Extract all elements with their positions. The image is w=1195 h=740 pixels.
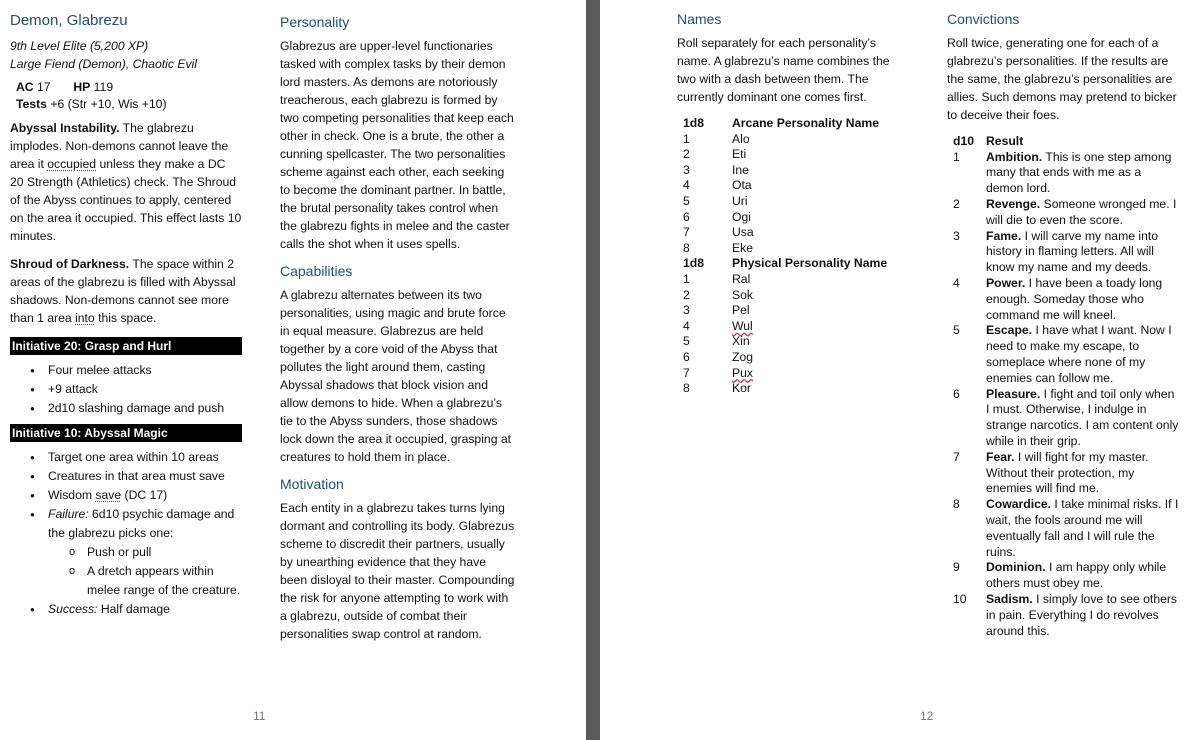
table-row [947, 276, 1179, 323]
names-table [677, 116, 887, 397]
arcane-die-header: 1d8 [683, 116, 705, 130]
abyssal-instability-text-a: The glabrezu implodes. Non-demons cannot leave the area it [10, 121, 229, 171]
table-row [947, 387, 1179, 450]
arcane-name [732, 132, 887, 148]
initiative-10-list [10, 448, 242, 619]
statblock-column [10, 0, 242, 623]
conviction-result [986, 276, 1179, 323]
personality-text: Glabrezus are upper-level functionaries tasked with complex tasks by their demon lord masters. As demons are notoriously treacherous, each glabrezu is formed by two competing personalities that keep each other in check. One is a brute, the other a cunning spellcaster. The two personalities scheme against each other, each seeking to become the dominant partner. In battle, the brutal personality takes control when the glabrezu fights in melee and the caster calls the shot when it uses spells. [280, 39, 514, 251]
arcane-name [732, 225, 887, 241]
arcane-name-header: Arcane Personality Name [732, 116, 879, 130]
conviction-result [986, 497, 1179, 560]
table-row [677, 272, 887, 288]
physical-name-text: Sok [732, 287, 754, 302]
arcane-roll: 6 [683, 209, 690, 224]
convictions-intro: Roll twice, generating one for each of a glabrezu’s personalities. If the results are the same, the glabrezu’s personalities are allies. Such demons may pretend to bicker to deceive their foes. [947, 36, 1177, 122]
ac-label: AC [16, 80, 34, 94]
physical-name [732, 288, 887, 304]
sub-list-item: o Push or pull [48, 543, 242, 562]
initiative-20-header: Initiative 20: Grasp and Hurl [10, 337, 242, 355]
physical-name [732, 381, 887, 397]
conviction-roll: 1 [953, 149, 960, 164]
table-row [677, 241, 887, 257]
failure-options [48, 543, 242, 600]
occupied-word: occupied [47, 157, 97, 171]
arcane-roll: 3 [683, 162, 690, 177]
table-row [947, 323, 1179, 386]
conviction-result [986, 560, 1179, 592]
monster-title: Demon, Glabrezu [10, 12, 128, 29]
shroud-text-b: this space. [94, 311, 157, 325]
table-row [947, 197, 1179, 229]
physical-rows [677, 272, 887, 397]
conviction-roll: 10 [953, 591, 967, 606]
motivation-heading: Motivation [280, 476, 344, 492]
page-number-right: 12 [920, 709, 934, 723]
physical-name-text: Pux [732, 365, 754, 380]
success-text: Half damage [97, 602, 170, 616]
list-item: ● +9 attack [10, 380, 242, 399]
conviction-name: Escape. [986, 323, 1033, 338]
conviction-result [986, 450, 1179, 497]
arcane-name [732, 210, 887, 226]
table-row [677, 194, 887, 210]
physical-name [732, 366, 887, 382]
success-item [10, 600, 242, 619]
conviction-name: Power. [986, 275, 1026, 290]
convictions-heading: Convictions [947, 11, 1020, 27]
page-gutter [586, 0, 600, 740]
table-row [947, 560, 1179, 592]
table-row [677, 147, 887, 163]
stat-block [16, 79, 242, 113]
conviction-name: Pleasure. [986, 386, 1041, 401]
conviction-text: I fight and toil only when I must. Otherwise, I indulge in strange narcotics. I am content only while in their grip. [986, 386, 1179, 448]
table-row [947, 450, 1179, 497]
arcane-roll: 7 [683, 225, 690, 240]
physical-name [732, 350, 887, 366]
table-row [947, 497, 1179, 560]
failure-label: Failure: [48, 507, 89, 521]
conviction-name: Revenge. [986, 196, 1041, 211]
physical-die-header: 1d8 [683, 256, 705, 271]
arcane-name-text: Usa [732, 225, 754, 240]
conviction-roll: 6 [953, 386, 960, 401]
abyssal-instability-name: Abyssal Instability. [10, 121, 120, 135]
names-column [677, 0, 907, 397]
arcane-name [732, 194, 887, 210]
conviction-roll: 7 [953, 449, 960, 464]
abyssal-instability-text-b: unless they make a DC 20 Strength (Athletics) check. The Shroud of the Abyss continues to apply, centered on the area it occupied. This effect lasts 10 minutes. [10, 157, 242, 243]
conviction-roll: 5 [953, 323, 960, 338]
conviction-roll: 4 [953, 275, 960, 290]
page-12 [600, 0, 1195, 740]
arcane-name-text: Eke [732, 240, 754, 255]
shroud-paragraph [10, 255, 242, 327]
abyssal-instability-paragraph [10, 119, 242, 245]
physical-name [732, 334, 887, 350]
conviction-text: I will carve my name into history in flaming letters. All will know my name and my deeds. [986, 228, 1159, 275]
physical-name-text: Zog [732, 349, 754, 364]
arcane-name [732, 178, 887, 194]
conviction-die-header: d10 [953, 134, 975, 148]
physical-roll: 5 [683, 334, 690, 349]
names-heading: Names [677, 11, 722, 27]
arcane-name-text: Ota [732, 178, 752, 193]
table-row [677, 319, 887, 335]
physical-roll: 7 [683, 365, 690, 380]
list-item: ● Four melee attacks [10, 361, 242, 380]
table-row [677, 334, 887, 350]
arcane-name-text: Ine [732, 162, 749, 177]
conviction-name: Cowardice. [986, 497, 1052, 512]
table-row [677, 163, 887, 179]
physical-roll: 6 [683, 349, 690, 364]
arcane-name-text: Uri [732, 193, 748, 208]
conviction-text: I take minimal risks. If I wait, the fools around me will eventually fall and I will rule the ruins. [986, 497, 1179, 559]
table-row [677, 381, 887, 397]
table-header-row [677, 256, 887, 272]
conviction-text: I have what I want. Now I need to make my escape, to someplace where none of my enemies can follow me. [986, 323, 1172, 385]
table-row [677, 303, 887, 319]
conviction-name: Dominion. [986, 560, 1046, 575]
arcane-name [732, 163, 887, 179]
conviction-result-header: Result [986, 134, 1024, 148]
capabilities-text: A glabrezu alternates between its two personalities, using magic and brute force in equal measure. Glabrezus are held together by a core void of the Abyss that pollutes the light around them, casting Abyssal shadows that block vision and allow demons to hide. When a glabrezu’s tie to the Abyss sunders, those shadows lock down the area it occupied, grasping at creatures to hold them in place. [280, 288, 512, 464]
table-row [947, 150, 1179, 197]
physical-roll: 3 [683, 303, 690, 318]
conviction-text: This is one step among many that ends with me as a demon lord. [986, 149, 1172, 196]
physical-name [732, 272, 887, 288]
table-header-row [677, 116, 887, 132]
initiative-10-header: Initiative 10: Abyssal Magic [10, 424, 242, 442]
failure-item [10, 505, 242, 600]
conviction-roll: 8 [953, 497, 960, 512]
conviction-name: Fear. [986, 449, 1015, 464]
names-intro: Roll separately for each personality’s name. A glabrezu’s name combines the two with a dash between them. The currently dominant one comes first. [677, 36, 890, 104]
list-item: ● Creatures in that area must save [10, 467, 242, 486]
arcane-name [732, 241, 887, 257]
conviction-text: I have been a toady long enough. Someday those who command me will kneel. [986, 275, 1163, 322]
table-header-row [947, 134, 1179, 150]
physical-name-text: Pel [732, 303, 750, 318]
conviction-result [986, 592, 1179, 639]
conviction-name: Sadism. [986, 591, 1033, 606]
physical-name-header: Physical Personality Name [732, 256, 888, 271]
convictions-table [947, 134, 1179, 639]
lore-column [280, 0, 516, 653]
conviction-roll: 9 [953, 560, 960, 575]
arcane-rows [677, 132, 887, 257]
arcane-name-text: Eti [732, 147, 747, 162]
list-item: ● Target one area within 10 areas [10, 448, 242, 467]
conviction-text: I am happy only while others must obey me. [986, 560, 1167, 591]
table-row [947, 229, 1179, 276]
list-item [10, 486, 242, 505]
ac-value: 17 [37, 80, 51, 94]
convictions-column [947, 0, 1179, 639]
conviction-name: Ambition. [986, 149, 1043, 164]
conviction-roll: 2 [953, 196, 960, 211]
table-row [677, 178, 887, 194]
personality-heading: Personality [280, 14, 350, 30]
conviction-text: I will fight for my master. Without their protection, my enemies will find me. [986, 449, 1149, 496]
success-label: Success: [48, 602, 98, 616]
physical-name [732, 319, 887, 335]
physical-name-text: Wul [732, 318, 753, 333]
conviction-text: I simply love to see others in pain. Everything I do revolves around this. [986, 591, 1178, 638]
level-xp: 9th Level Elite (5,200 XP) [10, 39, 149, 53]
conviction-name: Fame. [986, 228, 1022, 243]
save-text-a: Wisdom [48, 488, 96, 502]
sub-list-item: o A dretch appears within melee range of the creature. [48, 562, 242, 600]
table-row [677, 288, 887, 304]
conviction-result [986, 387, 1179, 450]
hp-label: HP [73, 80, 91, 94]
conviction-result [986, 150, 1179, 197]
physical-roll: 1 [683, 271, 690, 286]
physical-name-text: Xin [732, 334, 750, 349]
capabilities-heading: Capabilities [280, 263, 353, 279]
tests-value: +6 (Str +10, Wis +10) [50, 97, 167, 111]
arcane-roll: 8 [683, 240, 690, 255]
physical-roll: 2 [683, 287, 690, 302]
table-row [677, 350, 887, 366]
physical-name-text: Kor [732, 381, 751, 396]
creature-type: Large Fiend (Demon), Chaotic Evil [10, 57, 197, 71]
arcane-roll: 5 [683, 193, 690, 208]
table-row [677, 210, 887, 226]
table-row [947, 592, 1179, 639]
table-row [677, 132, 887, 148]
hp-value: 119 [93, 80, 114, 94]
arcane-name [732, 147, 887, 163]
tests-label: Tests [16, 97, 47, 111]
arcane-name-text: Ogi [732, 209, 751, 224]
into-word: into [75, 311, 95, 325]
list-item: ● 2d10 slashing damage and push [10, 399, 242, 418]
shroud-name: Shroud of Darkness. [10, 257, 130, 271]
arcane-name-text: Alo [732, 131, 750, 146]
save-text-b: (DC 17) [121, 488, 168, 502]
conviction-text: Someone wronged me. I will die to even the score. [986, 196, 1177, 227]
arcane-roll: 4 [683, 178, 690, 193]
table-row [677, 366, 887, 382]
conviction-roll: 3 [953, 228, 960, 243]
arcane-roll: 2 [683, 147, 690, 162]
physical-name [732, 303, 887, 319]
page-number-left: 11 [253, 709, 266, 723]
motivation-text: Each entity in a glabrezu takes turns lying dormant and controlling its body. Glabrezus scheme to discredit their partners, usually by unearthing evidence that they have been disloyal to their master. Compounding the risk for anyone attempting to work with a glabrezu, outside of combat their personalities swap control at random. [280, 501, 515, 641]
save-word: save [95, 488, 122, 502]
physical-roll: 4 [683, 318, 690, 333]
shroud-text-a: The space within 2 areas of the glabrezu is filled with Abyssal shadows. Non-demons cannot see more than 1 area [10, 257, 236, 325]
conviction-result [986, 229, 1179, 276]
failure-text: 6d10 psychic damage and the glabrezu picks one: [48, 507, 235, 540]
physical-roll: 8 [683, 381, 690, 396]
conviction-result [986, 197, 1179, 229]
initiative-20-list [10, 361, 242, 418]
page-11 [0, 0, 586, 740]
arcane-roll: 1 [683, 131, 690, 146]
conviction-result [986, 323, 1179, 386]
conviction-rows [947, 150, 1179, 640]
physical-name-text: Ral [732, 271, 751, 286]
table-row [677, 225, 887, 241]
